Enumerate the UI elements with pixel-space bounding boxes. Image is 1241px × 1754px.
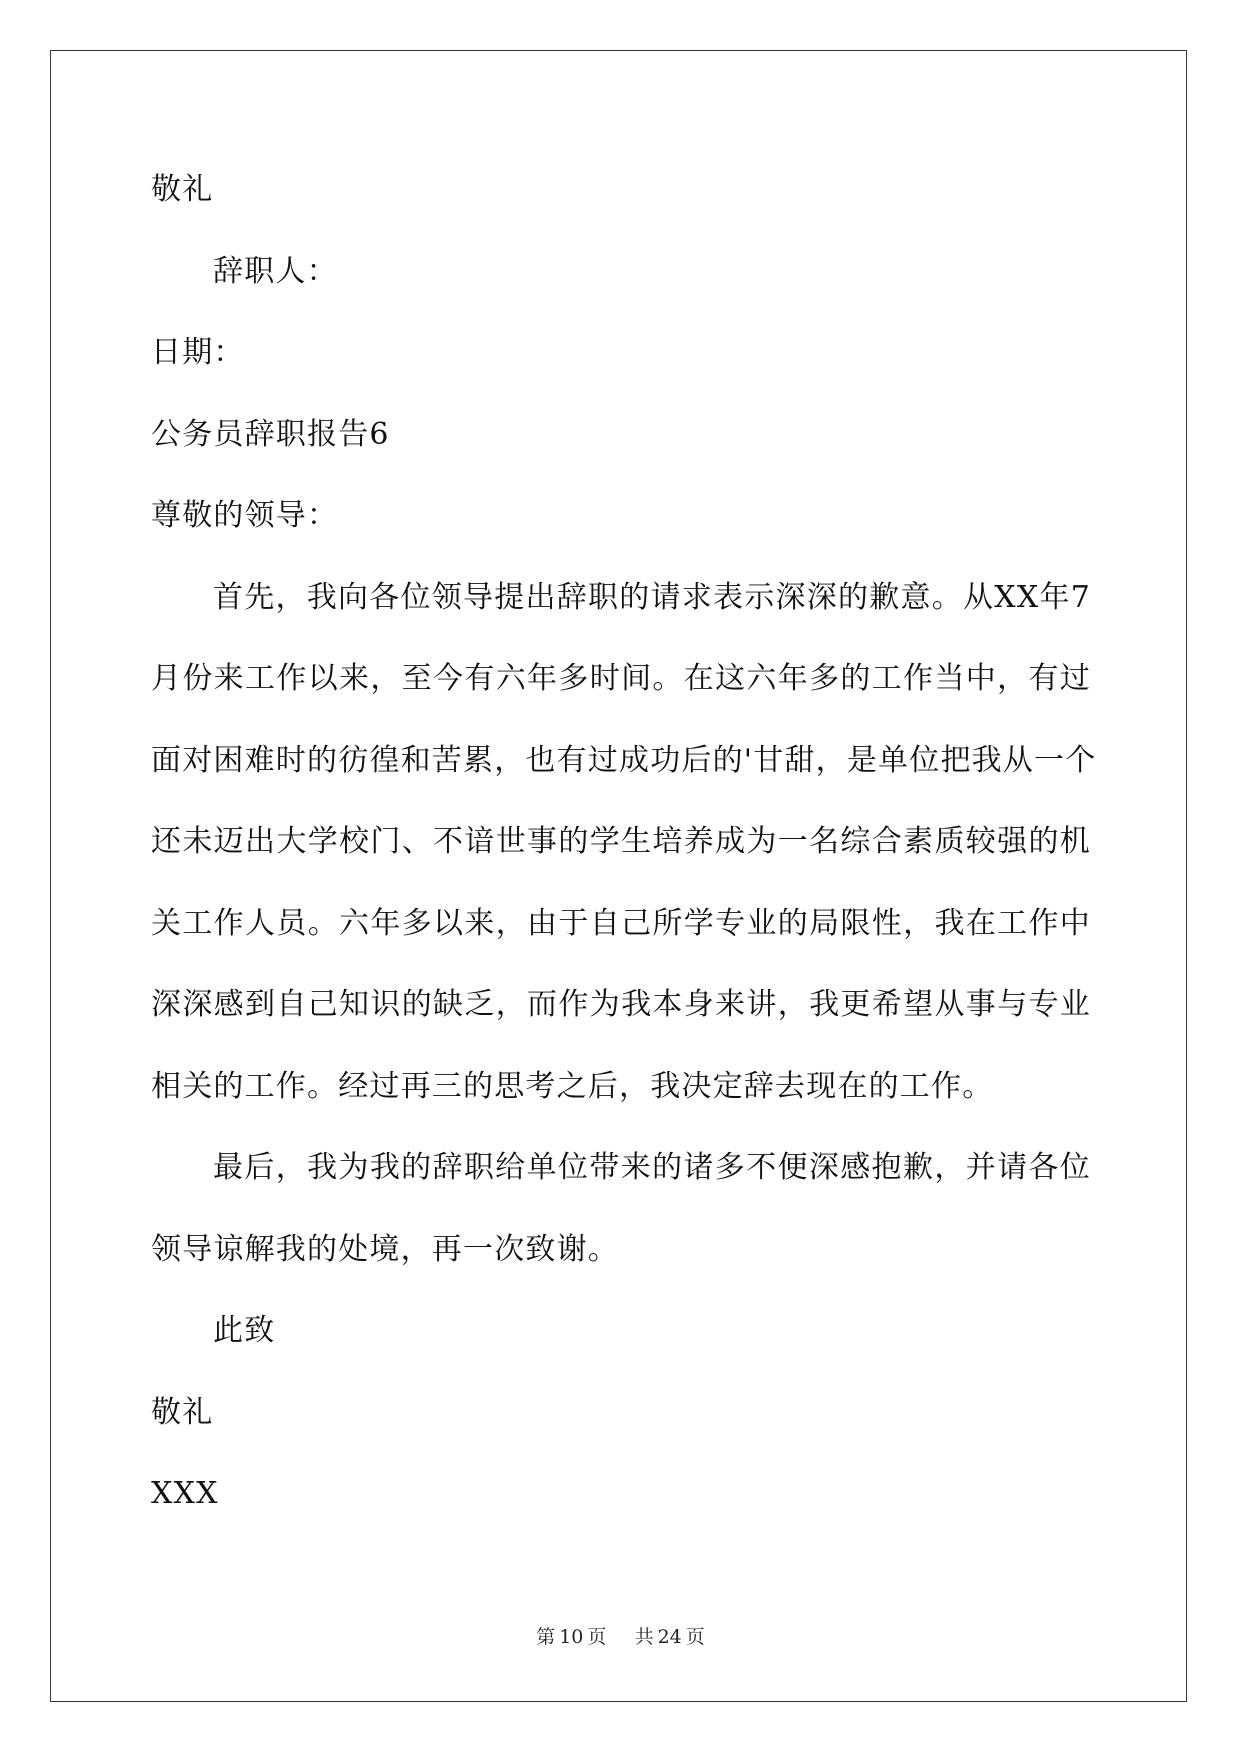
text-line: 辞职人： <box>213 253 338 289</box>
text-line: 月份来工作以来，至今有六年多时间。在这六年多的工作当中，有过 <box>151 661 1091 696</box>
text-line: 还未迈出大学校门、不谙世事的学生培养成为一名综合素质较强的机 <box>151 824 1091 859</box>
text-line: 相关的工作。经过再三的思考之后，我决定辞去现在的工作。 <box>151 1068 994 1104</box>
text-line: 首先，我向各位领导提出辞职的请求表示深深的歉意。从XX年7 <box>213 579 1091 615</box>
text-line: 敬礼 <box>151 172 214 207</box>
text-line: 最后，我为我的辞职给单位带来的诸多不便深感抱歉，并请各位 <box>213 1150 1091 1185</box>
page-footer <box>0 1622 1241 1649</box>
text-line: 日期： <box>151 335 245 370</box>
text-line: 公务员辞职报告6 <box>151 416 390 452</box>
footer-current-suffix: 页 <box>587 1626 607 1648</box>
text-line: XXX <box>151 1476 219 1511</box>
text-line: 领导谅解我的处境，再一次致谢。 <box>151 1231 619 1267</box>
footer-total-prefix: 共 <box>634 1626 654 1648</box>
text-line: 此致 <box>213 1313 276 1348</box>
footer-current-prefix: 第 <box>536 1626 556 1648</box>
text-line: 尊敬的领导： <box>151 498 339 533</box>
footer-total-suffix: 页 <box>685 1626 705 1648</box>
text-line: 面对困难时的彷徨和苦累，也有过成功后的'甘甜，是单位把我从一个 <box>151 742 1097 778</box>
footer-current-page: 10 <box>559 1626 584 1648</box>
footer-total-pages: 24 <box>657 1626 682 1648</box>
document-body <box>151 149 1097 1535</box>
text-line: 关工作人员。六年多以来，由于自己所学专业的局限性，我在工作中 <box>151 905 1091 941</box>
text-line: 深深感到自己知识的缺乏，而作为我本身来讲，我更希望从事与专业 <box>151 987 1091 1022</box>
text-line: 敬礼 <box>151 1394 214 1430</box>
